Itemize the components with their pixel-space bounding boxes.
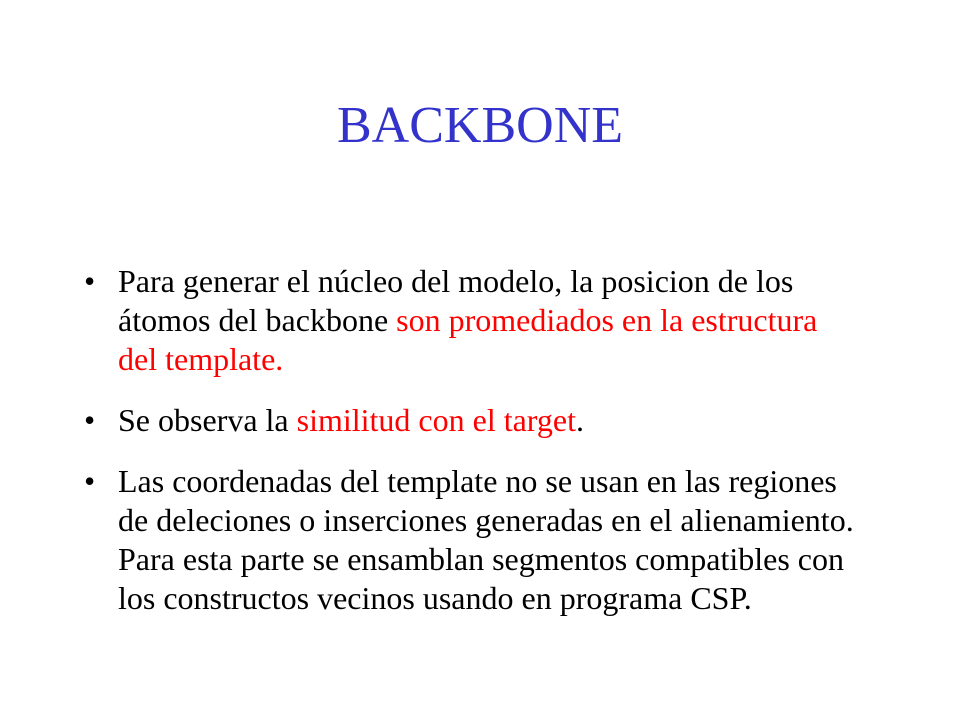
bullet-text: Se observa la xyxy=(118,402,297,438)
bullet-marker: • xyxy=(84,263,96,299)
bullet-marker: • xyxy=(84,402,96,438)
bullet-text: . xyxy=(575,402,584,438)
bullet-list xyxy=(84,262,864,640)
slide-title: BACKBONE xyxy=(336,97,624,154)
bullet-marker: • xyxy=(84,463,96,499)
bullet-highlight-text: son promediados en la estructura del template. xyxy=(118,302,818,377)
bullet-item xyxy=(84,462,864,618)
bullet-text: Las coordenadas del template no se usan en las regiones de deleciones o inserciones generadas en el alienamiento. Para esta parte se ensamblan segmentos compatibles con los constructos vecinos usando en programa CSP. xyxy=(118,463,854,616)
bullet-item xyxy=(84,401,864,440)
bullet-highlight-text: similitud con el target xyxy=(296,402,576,438)
bullet-item xyxy=(84,262,864,379)
bullet-text: Para generar el núcleo del modelo, la posicion de los átomos del backbone xyxy=(118,263,794,338)
